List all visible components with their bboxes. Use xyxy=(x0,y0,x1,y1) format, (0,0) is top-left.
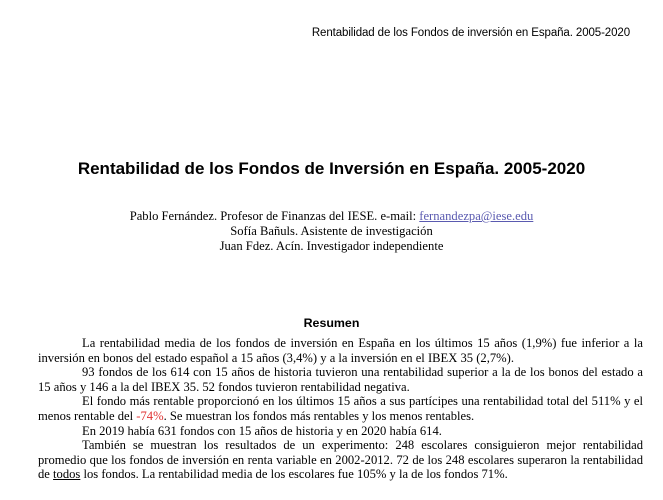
abstract-paragraph-5 xyxy=(38,438,643,482)
negative-return-value: -74% xyxy=(136,408,164,423)
underlined-word: todos xyxy=(53,467,81,482)
author-line-2: Sofía Bañuls. Asistente de investigación xyxy=(230,224,433,238)
abstract-paragraph-2: 93 fondos de los 614 con 15 años de historia tuvieron una rentabilidad superior a la de los bonos del estado a 15 años y 146 a la del IBEX 35. 52 fondos tuvieron rentabilidad negativa. xyxy=(38,365,643,394)
abstract-paragraph-3 xyxy=(38,394,643,423)
abstract-heading: Resumen xyxy=(303,316,360,330)
abstract-body xyxy=(38,336,643,482)
page-title: Rentabilidad de los Fondos de Inversión en España. 2005-2020 xyxy=(77,159,586,178)
abstract-p3-text-a: El fondo más rentable proporcionó en los últimos 15 años a sus partícipes una rentabilidad total del 511% y el menos rentable del xyxy=(38,394,643,423)
author-line-3: Juan Fdez. Acín. Investigador independiente xyxy=(219,239,444,253)
abstract-paragraph-1: La rentabilidad media de los fondos de inversión en España en los últimos 15 años (1,9%) fue inferior a la inversión en bonos del estado español a 15 años (3,4%) y a la inversión en el IBEX 35 (2,7%). xyxy=(38,336,643,365)
authors-block xyxy=(0,209,663,254)
author-1-text: Pablo Fernández. Profesor de Finanzas del IESE. e-mail: xyxy=(129,209,420,223)
author-email-link[interactable]: fernandezpa@iese.edu xyxy=(419,209,534,223)
abstract-paragraph-4: En 2019 había 631 fondos con 15 años de historia y en 2020 había 614. xyxy=(82,423,442,438)
running-header: Rentabilidad de los Fondos de inversión en España. 2005-2020 xyxy=(311,27,630,39)
abstract-p5-text-b: los fondos. La rentabilidad media de los escolares fue 105% y la de los fondos 71%. xyxy=(80,467,508,482)
abstract-p5-text-a: También se muestran los resultados de un experimento: 248 escolares consiguieron mejor rentabilidad promedio que los fondos de inversión en renta variable en 2002-2012. 72 de los 248 escolares superaron la rentabilidad de xyxy=(38,438,643,482)
author-line-1 xyxy=(0,209,663,224)
abstract-p3-text-b: . Se muestran los fondos más rentables y los menos rentables. xyxy=(163,408,475,423)
